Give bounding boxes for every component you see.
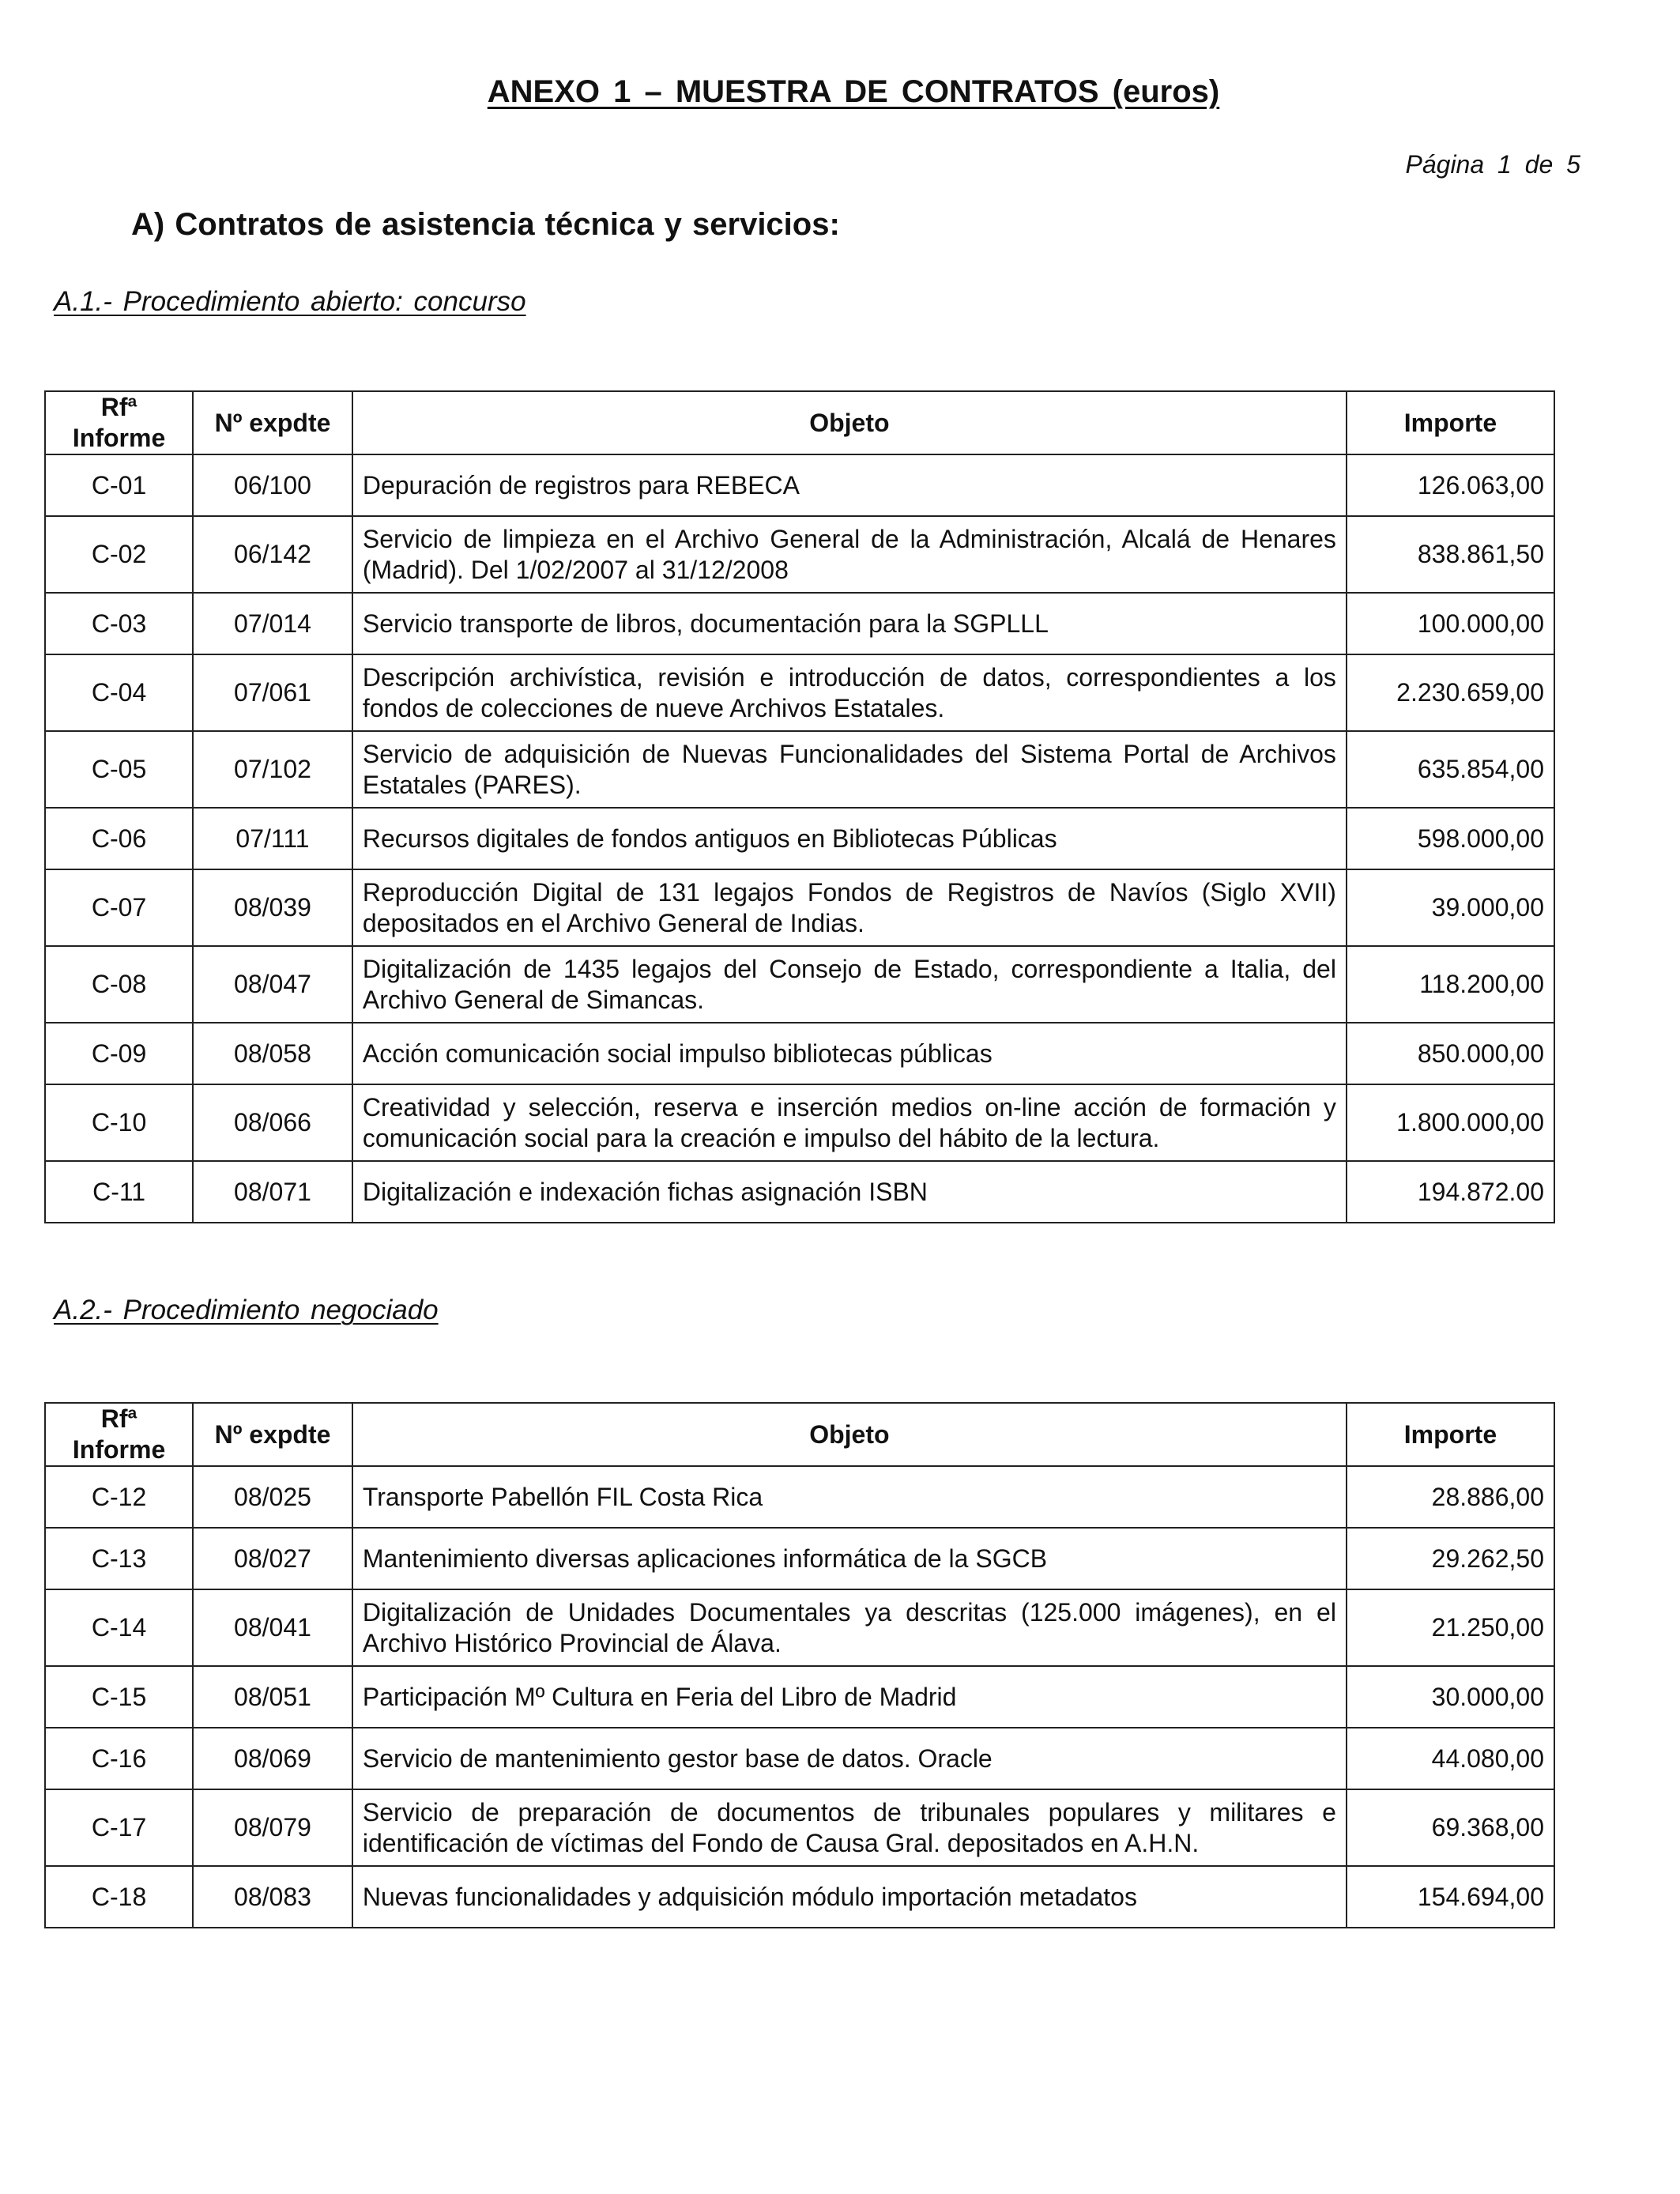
cell-imp: 29.262,50 (1347, 1528, 1554, 1589)
column-header-ref: Rfª Informe (45, 1403, 193, 1466)
cell-exp: 07/061 (193, 654, 352, 731)
cell-imp: 154.694,00 (1347, 1866, 1554, 1928)
cell-exp: 08/058 (193, 1023, 352, 1084)
cell-imp: 635.854,00 (1347, 731, 1554, 808)
cell-imp: 100.000,00 (1347, 593, 1554, 654)
subheading-procedimiento-negociado: A.2.- Procedimiento negociado (54, 1295, 439, 1325)
cell-exp: 06/142 (193, 516, 352, 593)
page-number: Página 1 de 5 (1405, 150, 1580, 179)
table-row (45, 1589, 1554, 1666)
cell-exp: 06/100 (193, 454, 352, 516)
cell-obj: Digitalización e indexación fichas asignación ISBN (352, 1161, 1347, 1223)
cell-exp: 08/069 (193, 1728, 352, 1789)
cell-obj: Reproducción Digital de 131 legajos Fondos de Registros de Navíos (Siglo XVII) depositados en el Archivo General de Indias. (352, 869, 1347, 946)
cell-ref: C-06 (45, 808, 193, 869)
table-row (45, 946, 1554, 1023)
cell-ref: C-16 (45, 1728, 193, 1789)
column-header-exp: Nº expdte (193, 391, 352, 454)
table-row (45, 1666, 1554, 1728)
cell-ref: C-09 (45, 1023, 193, 1084)
cell-obj: Mantenimiento diversas aplicaciones informática de la SGCB (352, 1528, 1347, 1589)
cell-exp: 07/102 (193, 731, 352, 808)
table-row (45, 1023, 1554, 1084)
table-row (45, 869, 1554, 946)
cell-obj: Participación Mº Cultura en Feria del Libro de Madrid (352, 1666, 1347, 1728)
cell-imp: 838.861,50 (1347, 516, 1554, 593)
cell-ref: C-14 (45, 1589, 193, 1666)
subheading-procedimiento-abierto: A.1.- Procedimiento abierto: concurso (54, 286, 526, 317)
cell-obj: Depuración de registros para REBECA (352, 454, 1347, 516)
cell-exp: 08/079 (193, 1789, 352, 1866)
table-row (45, 1161, 1554, 1223)
cell-obj: Acción comunicación social impulso bibliotecas públicas (352, 1023, 1347, 1084)
cell-exp: 07/111 (193, 808, 352, 869)
cell-obj: Servicio de limpieza en el Archivo General de la Administración, Alcalá de Henares (Madrid). Del 1/02/2007 al 31/12/2008 (352, 516, 1347, 593)
cell-imp: 2.230.659,00 (1347, 654, 1554, 731)
cell-exp: 08/051 (193, 1666, 352, 1728)
contracts-table-abierto (44, 390, 1555, 1223)
cell-exp: 08/027 (193, 1528, 352, 1589)
table-header-row (45, 1403, 1554, 1466)
column-header-exp: Nº expdte (193, 1403, 352, 1466)
cell-ref: C-11 (45, 1161, 193, 1223)
cell-ref: C-03 (45, 593, 193, 654)
cell-obj: Creatividad y selección, reserva e inserción medios on-line acción de formación y comunicación social para la creación e impulso del hábito de la lectura. (352, 1084, 1347, 1161)
cell-obj: Servicio de mantenimiento gestor base de datos. Oracle (352, 1728, 1347, 1789)
cell-ref: C-10 (45, 1084, 193, 1161)
cell-obj: Servicio de preparación de documentos de tribunales populares y militares e identificación de víctimas del Fondo de Causa Gral. depositados en A.H.N. (352, 1789, 1347, 1866)
cell-obj: Descripción archivística, revisión e introducción de datos, correspondientes a los fondos de colecciones de nueve Archivos Estatales. (352, 654, 1347, 731)
document-title: ANEXO 1 – MUESTRA DE CONTRATOS (euros) (487, 74, 1220, 109)
cell-exp: 08/066 (193, 1084, 352, 1161)
table-row (45, 1466, 1554, 1528)
cell-obj: Nuevas funcionalidades y adquisición módulo importación metadatos (352, 1866, 1347, 1928)
cell-exp: 08/025 (193, 1466, 352, 1528)
cell-imp: 850.000,00 (1347, 1023, 1554, 1084)
cell-imp: 598.000,00 (1347, 808, 1554, 869)
cell-exp: 08/047 (193, 946, 352, 1023)
cell-imp: 30.000,00 (1347, 1666, 1554, 1728)
cell-ref: C-04 (45, 654, 193, 731)
contracts-table-negociado (44, 1402, 1555, 1928)
cell-ref: C-18 (45, 1866, 193, 1928)
table-row (45, 516, 1554, 593)
cell-ref: C-05 (45, 731, 193, 808)
cell-exp: 08/041 (193, 1589, 352, 1666)
cell-ref: C-12 (45, 1466, 193, 1528)
cell-imp: 126.063,00 (1347, 454, 1554, 516)
table-row (45, 654, 1554, 731)
table-row (45, 1528, 1554, 1589)
cell-exp: 08/071 (193, 1161, 352, 1223)
cell-imp: 39.000,00 (1347, 869, 1554, 946)
cell-ref: C-13 (45, 1528, 193, 1589)
cell-imp: 21.250,00 (1347, 1589, 1554, 1666)
cell-obj: Recursos digitales de fondos antiguos en Bibliotecas Públicas (352, 808, 1347, 869)
cell-imp: 28.886,00 (1347, 1466, 1554, 1528)
cell-obj: Digitalización de Unidades Documentales ya descritas (125.000 imágenes), en el Archivo Histórico Provincial de Álava. (352, 1589, 1347, 1666)
cell-imp: 44.080,00 (1347, 1728, 1554, 1789)
cell-imp: 69.368,00 (1347, 1789, 1554, 1866)
table-row (45, 1084, 1554, 1161)
table-row (45, 1866, 1554, 1928)
cell-exp: 08/083 (193, 1866, 352, 1928)
cell-imp: 1.800.000,00 (1347, 1084, 1554, 1161)
table-row (45, 808, 1554, 869)
cell-obj: Servicio de adquisición de Nuevas Funcionalidades del Sistema Portal de Archivos Estatales (PARES). (352, 731, 1347, 808)
table-header-row (45, 391, 1554, 454)
column-header-imp: Importe (1347, 1403, 1554, 1466)
table-row (45, 1728, 1554, 1789)
cell-exp: 08/039 (193, 869, 352, 946)
cell-ref: C-07 (45, 869, 193, 946)
cell-exp: 07/014 (193, 593, 352, 654)
cell-imp: 194.872.00 (1347, 1161, 1554, 1223)
column-header-obj: Objeto (352, 1403, 1347, 1466)
cell-ref: C-01 (45, 454, 193, 516)
table-row (45, 731, 1554, 808)
table-row (45, 1789, 1554, 1866)
cell-ref: C-15 (45, 1666, 193, 1728)
table-row (45, 454, 1554, 516)
table-row (45, 593, 1554, 654)
cell-ref: C-17 (45, 1789, 193, 1866)
column-header-imp: Importe (1347, 391, 1554, 454)
cell-obj: Transporte Pabellón FIL Costa Rica (352, 1466, 1347, 1528)
cell-obj: Servicio transporte de libros, documentación para la SGPLLL (352, 593, 1347, 654)
section-heading: A) Contratos de asistencia técnica y servicios: (131, 207, 840, 242)
cell-obj: Digitalización de 1435 legajos del Consejo de Estado, correspondiente a Italia, del Archivo General de Simancas. (352, 946, 1347, 1023)
column-header-obj: Objeto (352, 391, 1347, 454)
cell-ref: C-08 (45, 946, 193, 1023)
cell-ref: C-02 (45, 516, 193, 593)
cell-imp: 118.200,00 (1347, 946, 1554, 1023)
column-header-ref: Rfª Informe (45, 391, 193, 454)
